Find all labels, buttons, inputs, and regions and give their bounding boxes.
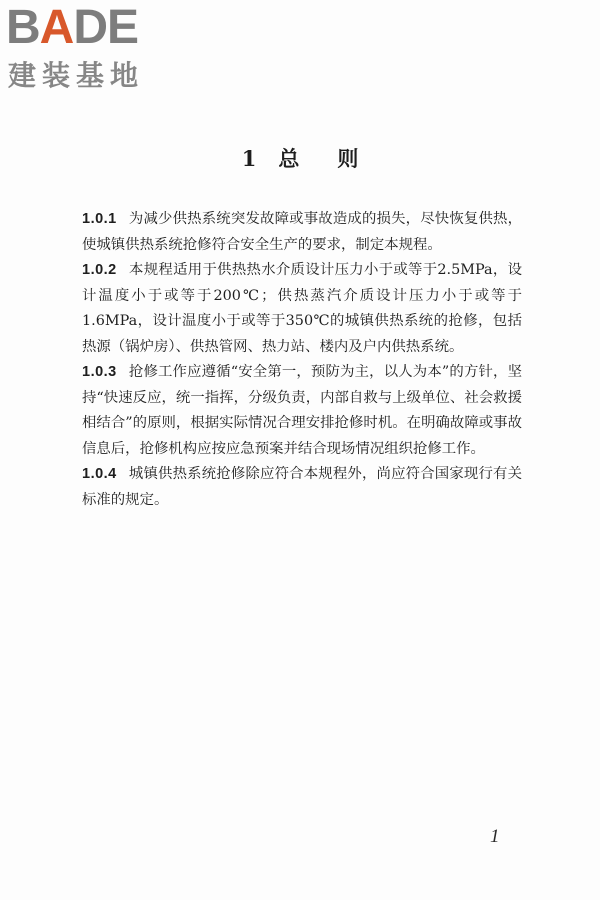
chapter-title — [0, 145, 600, 173]
bade-logo — [6, 2, 176, 94]
clause-text: 本规程适用于供热热水介质设计压力小于或等于2.5MPa，设计温度小于或等于200℃；供热蒸汽介质设计压力小于或等于1.6MPa，设计温度小于或等于350℃的城镇供热系统的抢修，包括热源（锅炉房）、供热管网、热力站、楼内及户内供热系统。 — [82, 262, 522, 355]
logo-wordmark — [6, 2, 138, 54]
chapter-number: 1 — [241, 146, 257, 171]
clause-text: 为减少供热系统突发故障或事故造成的损失，尽快恢复供热，使城镇供热系统抢修符合安全生产的要求，制定本规程。 — [82, 211, 522, 253]
logo-subtitle: 建装基地 — [8, 59, 145, 92]
clause-1-0-1 — [82, 207, 522, 258]
logo-letter-b: B — [6, 1, 40, 54]
clause-number: 1.0.3 — [82, 364, 117, 380]
page-number: 1 — [490, 826, 500, 847]
clause-text: 城镇供热系统抢修除应符合本规程外，尚应符合国家现行有关标准的规定。 — [82, 466, 522, 508]
clause-number: 1.0.1 — [82, 211, 117, 227]
logo-letter-a-accent: A — [39, 1, 74, 54]
clause-1-0-2 — [82, 258, 522, 360]
logo-letters-de: DE — [73, 1, 139, 54]
chapter-title-char-1: 总 — [278, 146, 300, 171]
clause-1-0-3 — [82, 360, 522, 462]
clause-number: 1.0.4 — [82, 466, 117, 482]
clause-1-0-4 — [82, 462, 522, 513]
chapter-body — [82, 207, 522, 513]
clause-number: 1.0.2 — [82, 262, 117, 278]
chapter-title-char-2: 则 — [337, 146, 359, 171]
clause-text: 抢修工作应遵循“安全第一，预防为主，以人为本”的方针，坚持“快速反应，统一指挥，分级负责，内部自救与上级单位、社会救援相结合”的原则，根据实际情况合理安排抢修时机。在明确故障或事故信息后，抢修机构应按应急预案并结合现场情况组织抢修工作。 — [82, 364, 522, 457]
